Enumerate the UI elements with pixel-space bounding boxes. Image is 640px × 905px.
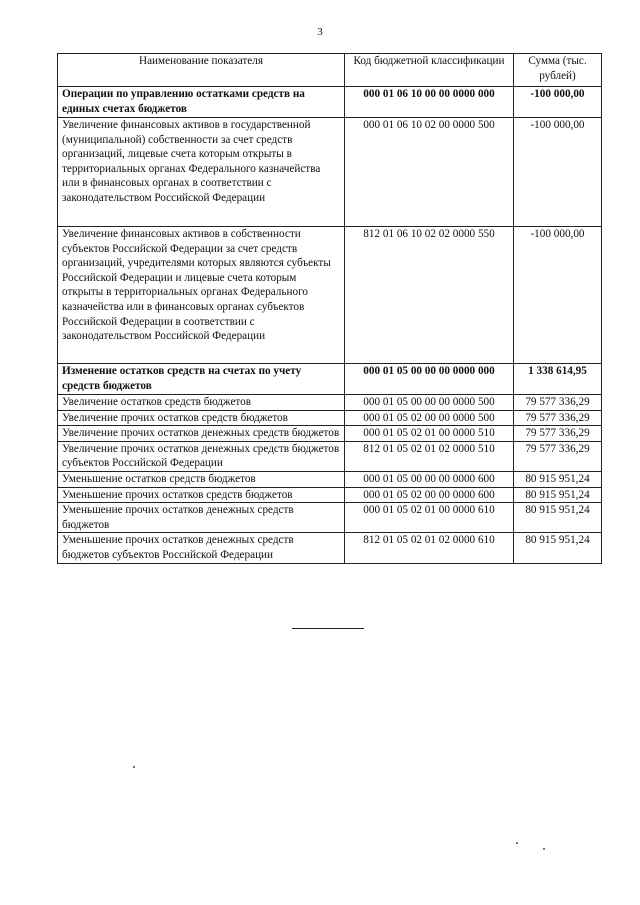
row-code: 000 01 06 10 00 00 0000 000 xyxy=(345,87,514,118)
row-code: 000 01 05 02 01 00 0000 510 xyxy=(345,426,514,442)
row-code: 000 01 06 10 02 00 0000 500 xyxy=(345,118,514,227)
row-code: 000 01 05 00 00 00 0000 600 xyxy=(345,471,514,487)
page-number: 3 xyxy=(317,26,323,38)
row-name: Уменьшение прочих остатков денежных средств бюджетов субъектов Российской Федерации xyxy=(58,533,345,563)
row-name: Изменение остатков средств на счетах по учету средств бюджетов xyxy=(58,364,345,395)
table-row xyxy=(58,426,602,442)
row-code: 812 01 05 02 01 02 0000 610 xyxy=(345,533,514,563)
table-row xyxy=(58,118,602,227)
table-row xyxy=(58,410,602,426)
table-row xyxy=(58,227,602,364)
row-sum: 80 915 951,24 xyxy=(514,533,602,563)
row-code: 812 01 05 02 01 02 0000 510 xyxy=(345,441,514,471)
header-sum: Сумма (тыс. рублей) xyxy=(514,54,602,87)
row-sum: -100 000,00 xyxy=(514,118,602,227)
scan-speck xyxy=(133,766,135,768)
row-sum: 79 577 336,29 xyxy=(514,441,602,471)
row-code: 000 01 05 00 00 00 0000 000 xyxy=(345,364,514,395)
table-row xyxy=(58,364,602,395)
table-row xyxy=(58,503,602,533)
row-name: Уменьшение прочих остатков средств бюджетов xyxy=(58,487,345,503)
row-name: Уменьшение прочих остатков денежных средств бюджетов xyxy=(58,503,345,533)
row-sum: 1 338 614,95 xyxy=(514,364,602,395)
row-sum: -100 000,00 xyxy=(514,87,602,118)
row-code: 812 01 06 10 02 02 0000 550 xyxy=(345,227,514,364)
end-divider-line xyxy=(292,628,364,629)
row-sum: 80 915 951,24 xyxy=(514,471,602,487)
table-row xyxy=(58,441,602,471)
scan-speck xyxy=(516,842,518,844)
row-name: Операции по управлению остатками средств на единых счетах бюджетов xyxy=(58,87,345,118)
row-name: Увеличение прочих остатков средств бюджетов xyxy=(58,410,345,426)
budget-sources-table xyxy=(57,53,602,564)
table-row xyxy=(58,487,602,503)
row-name: Увеличение остатков средств бюджетов xyxy=(58,395,345,411)
table-row xyxy=(58,395,602,411)
row-sum: -100 000,00 xyxy=(514,227,602,364)
row-sum: 79 577 336,29 xyxy=(514,426,602,442)
header-code: Код бюджетной классификации xyxy=(345,54,514,87)
table-row xyxy=(58,87,602,118)
row-name: Увеличение прочих остатков денежных средств бюджетов xyxy=(58,426,345,442)
table-row xyxy=(58,533,602,563)
row-name: Увеличение финансовых активов в государственной (муниципальной) собственности за счет средств организаций, лицевые счета которым открыты в территориальных органах Федерального казначейства или в финансовых органах в соответствии с законодательством Российской Федерации xyxy=(58,118,345,227)
row-name: Увеличение финансовых активов в собственности субъектов Российской Федерации за счет средств организаций, учредителями которых являются субъекты Российской Федерации и лицевые счета которым открыты в территориальных органах Федерального казначейства или в финансовых органах субъектов Российской Федерации в соответствии с законодательством Российской Федерации xyxy=(58,227,345,364)
row-code: 000 01 05 00 00 00 0000 500 xyxy=(345,395,514,411)
row-name: Уменьшение остатков средств бюджетов xyxy=(58,471,345,487)
table-row xyxy=(58,471,602,487)
row-sum: 79 577 336,29 xyxy=(514,395,602,411)
row-name: Увеличение прочих остатков денежных средств бюджетов субъектов Российской Федерации xyxy=(58,441,345,471)
row-sum: 79 577 336,29 xyxy=(514,410,602,426)
scan-speck xyxy=(543,848,545,850)
header-name: Наименование показателя xyxy=(58,54,345,87)
row-code: 000 01 05 02 00 00 0000 500 xyxy=(345,410,514,426)
row-code: 000 01 05 02 01 00 0000 610 xyxy=(345,503,514,533)
table-header-row xyxy=(58,54,602,87)
row-sum: 80 915 951,24 xyxy=(514,487,602,503)
row-sum: 80 915 951,24 xyxy=(514,503,602,533)
row-code: 000 01 05 02 00 00 0000 600 xyxy=(345,487,514,503)
